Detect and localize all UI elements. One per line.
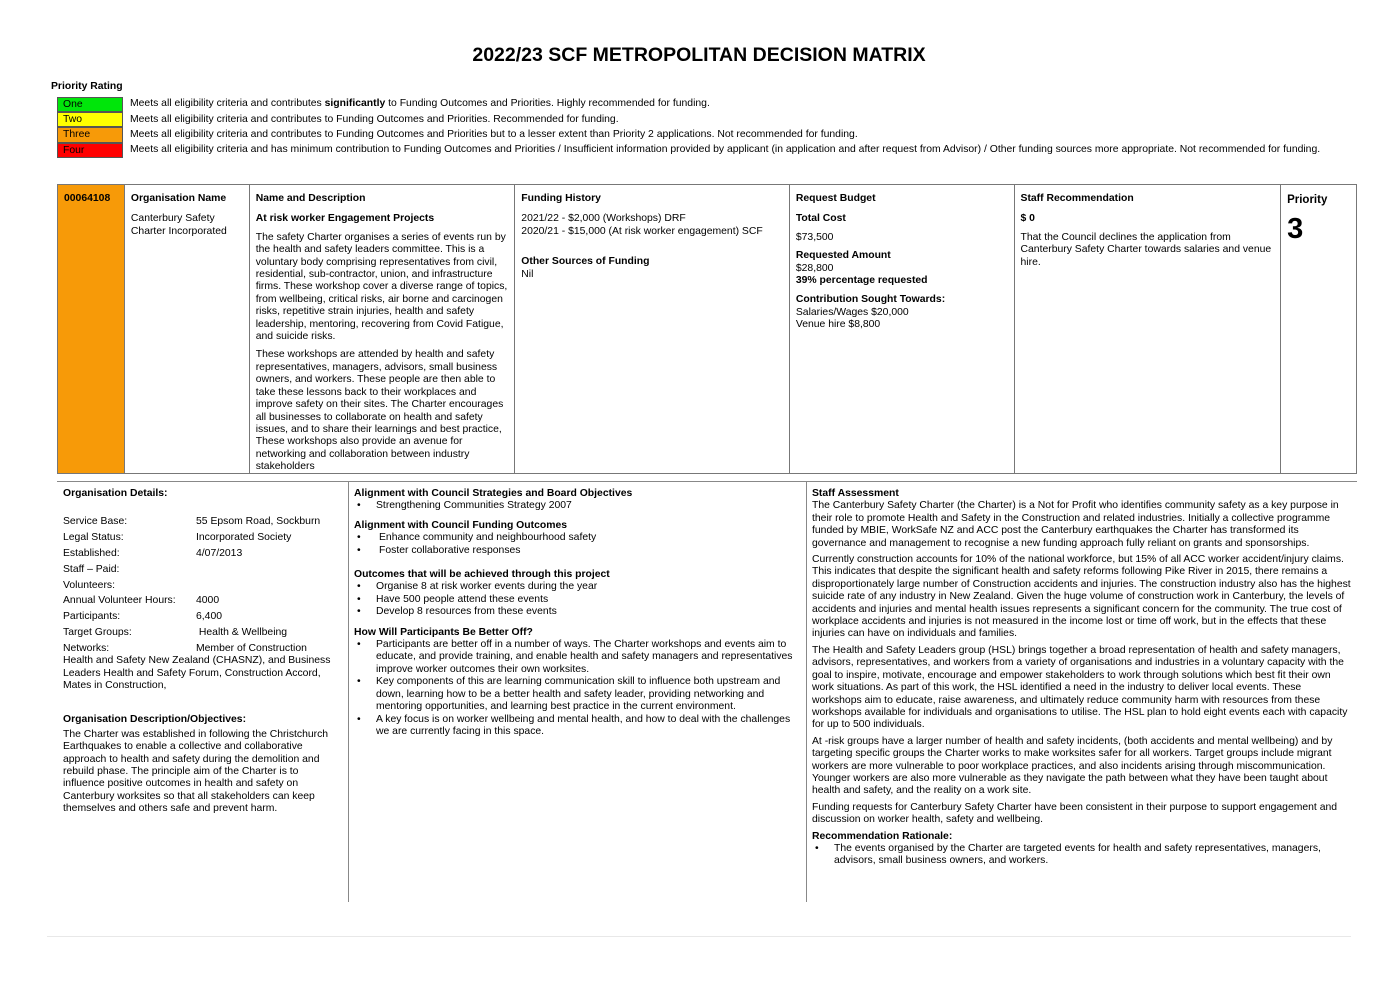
funding-history-header: Funding History	[521, 193, 601, 204]
list-item: • Organise 8 at risk worker events during the year	[357, 581, 598, 593]
list-item: • Enhance community and neighbourhood safety	[357, 532, 597, 544]
organisation-name: Canterbury Safety Charter Incorporated	[130, 213, 227, 237]
list-item: • Participants are better off in a number of ways. The Charter workshops and events aim to educate, and provide training, and enable health and safety managers and representatives improve worker outcomes their own worksites.	[357, 639, 793, 675]
assessment-paragraph: At -risk groups have a larger number of health and safety incidents, (both accidents and mental wellbeing) and by targeting specific groups the Charter works to make worksites safer for all workers. Target groups include migrant workers are more vulnerable to poor workplace practices, and also incidents arising through miscommunication. Younger workers are also more vulnerable as they navigate the path between what they have been taught about health and safety, and the reality on a work site.	[812, 735, 1333, 797]
list-item: • Foster collaborative responses	[357, 544, 521, 556]
list-item: • Key components of this are learning communication skill to influence both upstream and down, learning how to be a better health and safety leader, providing networking and mentoring opportunities, and learning best practice in the current environment.	[357, 676, 781, 713]
list-item: • A key focus is on worker wellbeing and mental health, and how to deal with the challenges we are currently facing in this space.	[357, 713, 791, 737]
total-cost-label: Total Cost	[795, 213, 846, 225]
priority-description: Meets all eligibility criteria and contributes to Funding Outcomes and Priorities. Recommended for funding.	[130, 113, 619, 125]
priority-value: 3	[1287, 213, 1304, 246]
organisation-details-heading: Organisation Details:	[63, 488, 168, 499]
name-description-header: Name and Description	[255, 193, 366, 204]
funding-history-item: 2020/21 - $15,000 (At risk worker engagement) SCF	[521, 225, 763, 237]
priority-swatch: Two	[57, 112, 123, 127]
organisation-name-header: Organisation Name	[130, 193, 227, 204]
assessment-paragraph: The Health and Safety Leaders group (HSL) brings together a broad representation of health and safety managers, advisors, representatives, and workers from a variety of organisations and industries in a voluntary capacity with the goal to inspire, motivate, encourage and empower stakeholders to work through solutions which best fit their own work situations. As part of this work, the HSL identified a need in the industry to deliver local events. These workshops aim to educate, raise awareness, and ultimately reduce community harm with resources from these workshops available for individuals and organisations to utilise. The HSL plan to hold eight events each with capacity for up to 500 individuals.	[812, 644, 1348, 731]
recommended-amount: $ 0	[1020, 213, 1035, 225]
section-divider	[57, 481, 1357, 482]
priority-description: Meets all eligibility criteria and contributes significantly to Funding Outcomes and Priorities. Highly recommended for funding.	[130, 98, 710, 110]
column-divider	[348, 482, 349, 902]
networks-row: Networks: Member of Construction	[63, 642, 307, 654]
rationale-heading: Recommendation Rationale:	[812, 830, 953, 842]
page-title: 2022/23 SCF METROPOLITAN DECISION MATRIX	[472, 44, 926, 66]
priority-row	[57, 112, 1357, 127]
requested-amount-label: Requested Amount	[795, 250, 891, 262]
priority-row	[57, 127, 1357, 142]
priority-rating-legend	[57, 97, 1357, 158]
name-description-cell	[250, 185, 516, 473]
priority-description: Meets all eligibility criteria and has minimum contribution to Funding Outcomes and Priorities / Insufficient information provided by applicant (in application and after request from Advisor) / Other funding sources more appropriate. Not recommended for funding.	[130, 143, 1321, 155]
detail-row: Annual Volunteer Hours: 4000	[63, 595, 220, 607]
detail-row: Legal Status: Incorporated Society	[63, 532, 292, 544]
alignment-section	[354, 488, 799, 738]
contribution-label: Contribution Sought Towards:	[795, 294, 946, 306]
priority-swatch: One	[57, 97, 123, 112]
priority-swatch: Four	[57, 143, 123, 158]
detail-row: Service Base: 55 Epsom Road, Sockburn	[63, 516, 321, 528]
organisation-description-text: The Charter was established in following the Christchurch Earthquakes to enable a collective and collaborative approach to health and safety during the demolition and rebuild phase. The principle aim of the Charter is to influence positive outcomes in health and safety on Canterbury worksites so that all stakeholders can keep themselves and others safe and prevent harm.	[63, 728, 329, 815]
staff-assessment-heading: Staff Assessment	[812, 488, 899, 499]
priority-cell	[1281, 185, 1356, 473]
funding-history-cell	[515, 185, 790, 473]
total-cost-value: $73,500	[795, 231, 834, 243]
organisation-details-section	[63, 488, 341, 816]
application-id-cell	[58, 185, 125, 473]
requested-amount-value: $28,800	[795, 262, 834, 274]
detail-row: Staff – Paid:	[63, 563, 120, 575]
staff-assessment-section	[812, 488, 1352, 868]
application-id: 00064108	[64, 193, 111, 204]
project-description: The safety Charter organises a series of events run by the health and safety leaders committee. This is a voluntary body comprising representatives from civil, residential, sub-contractor, union, and infrastructure firms. These workshop cover a diverse range of topics, from wellbeing, critical risks, air borne and carcinogen risks, repetitive strain injuries, health and safety leadership, mentoring, recovering from Covid Fatigue, and suicide risks.	[255, 231, 508, 343]
staff-recommendation-header: Staff Recommendation	[1020, 193, 1134, 204]
request-budget-header: Request Budget	[795, 193, 876, 204]
assessment-paragraph: The Canterbury Safety Charter (the Charter) is a Not for Profit who identifies community safety as a key purpose in their role to promote Health and Safety in the Construction and related industries. Initially a collective programme funded by MBIE, WorkSafe NZ and ACC post the Canterbury earthquakes the Charter has transformed its governance and management to recognise a new funding approach fully reliant on grants and sponsorships.	[812, 500, 1339, 549]
networks-text: Health and Safety New Zealand (CHASNZ), and Business Leaders Health and Safety Forum, Construction Accord, Mates in Construction,	[63, 655, 331, 691]
other-sources-value: Nil	[521, 268, 534, 280]
outcomes-achieved-heading: Outcomes that will be achieved through this project	[354, 569, 610, 581]
staff-recommendation-cell	[1015, 185, 1282, 473]
list-item: • Strengthening Communities Strategy 2007	[357, 500, 572, 512]
assessment-paragraph: Currently construction accounts for 10% of the national workforce, but 15% of all ACC worker accident/injury claims. This indicates that despite the significant health and safety reforms following Pike River in 2015, there remains a disproportionately large number of Construction accidents and injuries. The construction industry also has the highest suicide rate of any industry in New Zealand. Given the huge volume of construction work in Canterbury, the levels of accidents and injuries and mental health issues represents a significant concern for the community. The true cost of workplace accidents and injuries is not measured in the income lost or time off work, but in the effects that these injuries can have on individuals and families.	[812, 554, 1351, 640]
contribution-item: Salaries/Wages $20,000	[795, 306, 909, 318]
priority-rating-heading: Priority Rating	[51, 81, 123, 92]
detail-row: Participants: 6,400	[63, 611, 223, 623]
priority-row	[57, 143, 1357, 158]
organisation-description-heading: Organisation Description/Objectives:	[63, 714, 247, 726]
detail-row: Volunteers:	[63, 579, 115, 591]
list-item: • Have 500 people attend these events	[357, 593, 549, 605]
priority-description: Meets all eligibility criteria and contributes to Funding Outcomes and Priorities but to a lesser extent than Priority 2 applications. Not recommended for funding.	[130, 128, 858, 140]
staff-recommendation-text: That the Council declines the application from Canterbury Safety Charter towards salaries and venue hire.	[1020, 231, 1272, 268]
detail-row: Established: 4/07/2013	[63, 548, 243, 559]
list-item: • Develop 8 resources from these events	[357, 606, 557, 618]
detail-row: Target Groups: Health & Wellbeing	[63, 626, 288, 638]
priority-swatch: Three	[57, 127, 123, 142]
funding-history-item: 2021/22 - $2,000 (Workshops) DRF	[521, 213, 686, 225]
project-description: These workshops are attended by health and safety representatives, managers, advisors, small business owners, and workers. These people are then able to take these lessons back to their workplaces and improve safety on their sites. The Charter encourages all businesses to collaborate on health and safety issues, and to share their learnings and best practice, These workshops also provide an avenue for networking and collaboration between industry stakeholders	[255, 349, 504, 473]
project-name: At risk worker Engagement Projects	[255, 213, 435, 225]
contribution-item: Venue hire $8,800	[795, 319, 881, 331]
percentage-requested: 39% percentage requested	[795, 275, 928, 287]
priority-header: Priority	[1287, 194, 1328, 206]
list-item: • The events organised by the Charter are targeted events for health and safety representatives, managers, advisors, small business owners, and workers.	[815, 842, 1321, 867]
application-summary-table	[57, 184, 1357, 474]
organisation-name-cell	[125, 185, 250, 473]
better-off-heading: How Will Participants Be Better Off?	[354, 626, 533, 638]
assessment-paragraph: Funding requests for Canterbury Safety Charter have been consistent in their purpose to support engagement and discussion on worker health, safety and wellbeing.	[812, 801, 1338, 826]
strategies-heading: Alignment with Council Strategies and Board Objectives	[354, 488, 633, 499]
column-divider	[806, 482, 807, 902]
other-sources-header: Other Sources of Funding	[521, 256, 650, 268]
priority-row	[57, 97, 1357, 112]
request-budget-cell	[790, 185, 1015, 473]
page-footer-line	[47, 936, 1351, 937]
funding-outcomes-heading: Alignment with Council Funding Outcomes	[354, 519, 567, 531]
